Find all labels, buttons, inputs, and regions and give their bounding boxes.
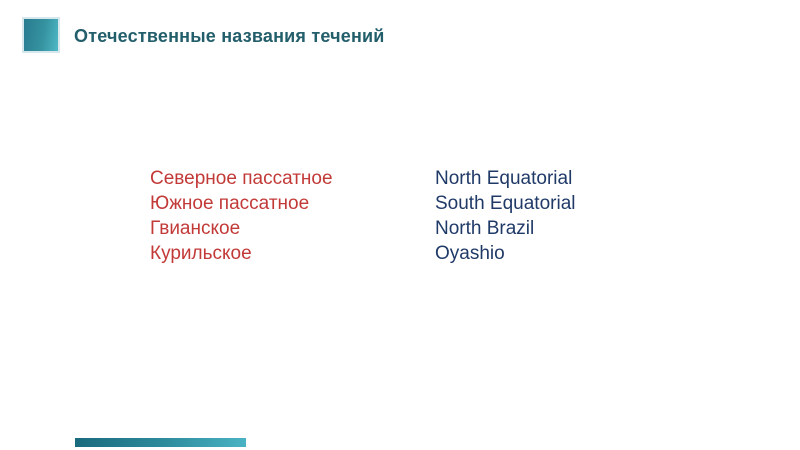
- list-item-russian-1: Северное пассатное: [150, 168, 333, 189]
- list-item-russian-2: Южное пассатное: [150, 193, 310, 214]
- english-currents-list: [435, 166, 576, 266]
- list-item-english-4: Oyashio: [435, 243, 505, 264]
- list-item-english-3: North Brazil: [435, 218, 535, 239]
- list-item-russian-3: Гвианское: [150, 218, 241, 239]
- list-item-russian-4: Курильское: [150, 243, 252, 264]
- accent-square-decoration: [22, 17, 60, 53]
- list-item-english-1: North Equatorial: [435, 168, 573, 189]
- bottom-accent-bar-decoration: [75, 438, 246, 447]
- list-item-english-2: South Equatorial: [435, 193, 576, 214]
- russian-currents-list: [150, 166, 333, 266]
- slide-title: Отечественные названия течений: [74, 26, 385, 46]
